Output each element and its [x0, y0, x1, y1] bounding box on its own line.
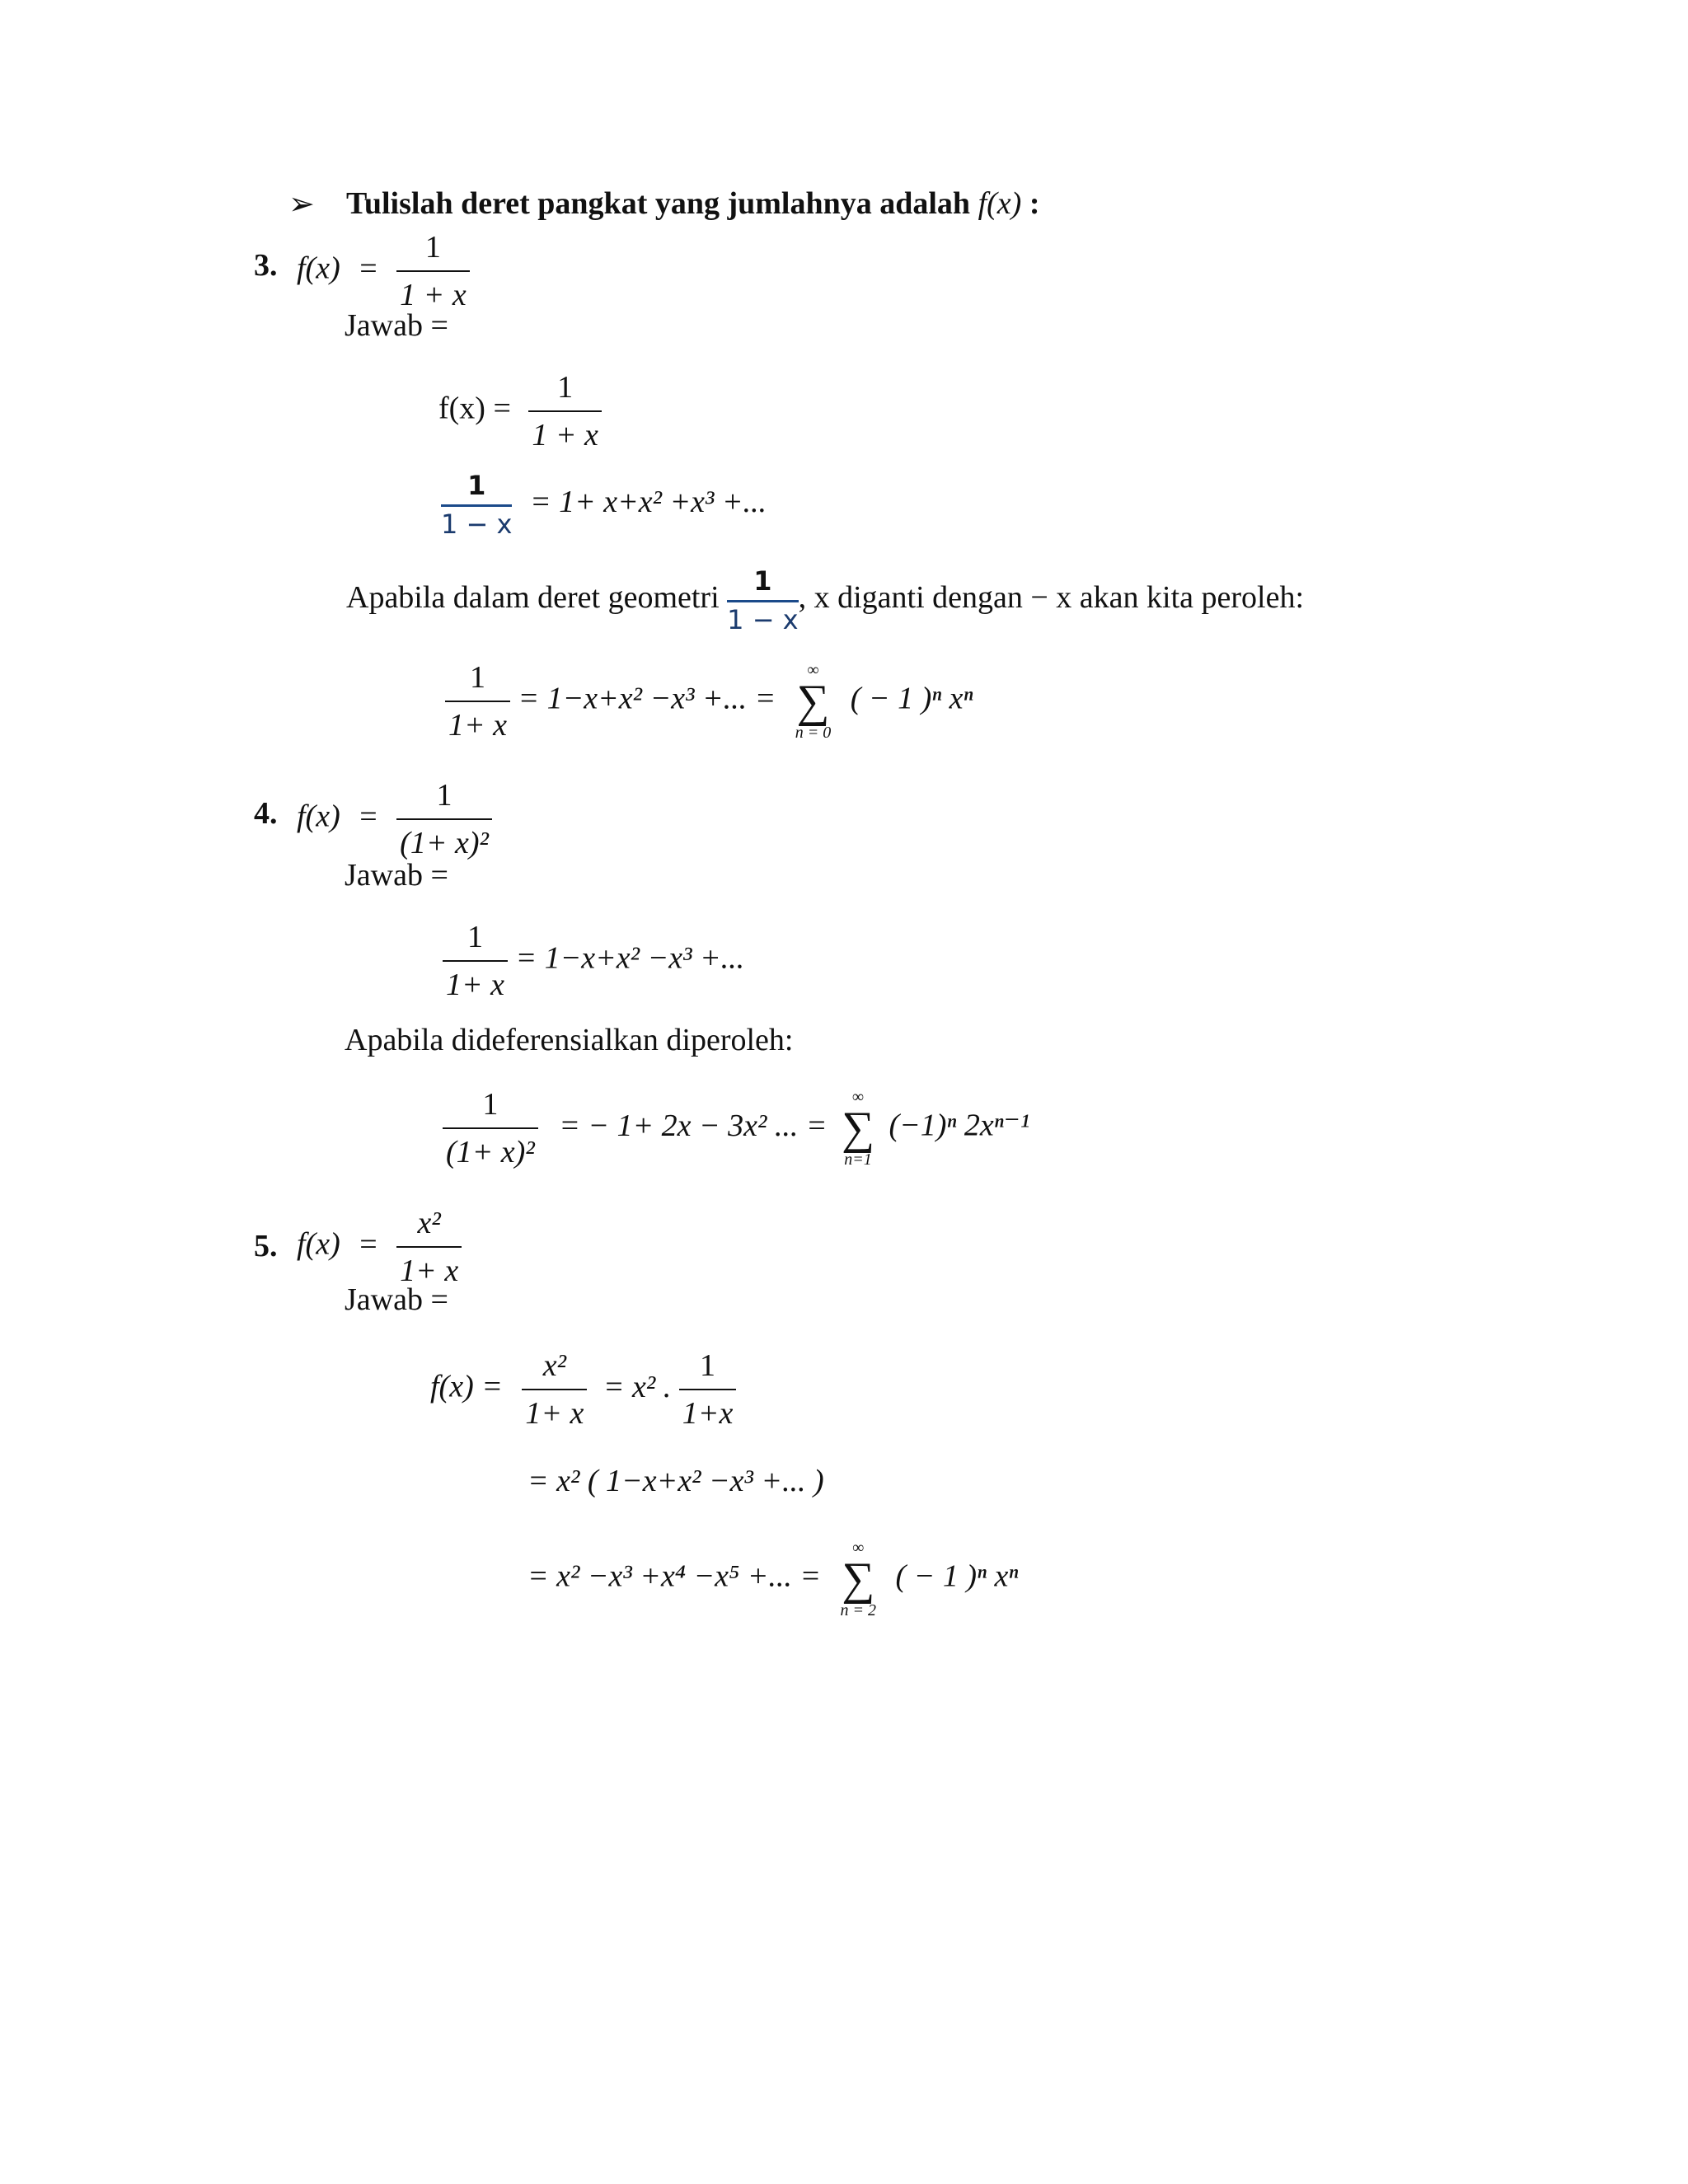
problem-3-apabila-fraction [727, 565, 798, 635]
problem-3-line-1-fraction [528, 369, 602, 453]
problem-4-number: 4. [254, 796, 278, 831]
problem-5-line-1 [430, 1347, 736, 1432]
problem-4-line-1-rhs: = 1−x+x² −x³ +... [515, 940, 745, 976]
heading-line [346, 185, 1039, 222]
problem-3-result-fraction [445, 659, 510, 743]
problem-4-sum-sub: n=1 [844, 1151, 872, 1169]
problem-4-result [443, 1086, 1029, 1170]
problem-3-apabila-a: Apabila dalam deret geometri [346, 580, 728, 616]
problem-4-apabila: Apabila dideferensialkan diperoleh: [345, 1023, 794, 1057]
problem-4-result-tail: (−1)ⁿ 2xⁿ⁻¹ [889, 1108, 1030, 1143]
problem-5-fraction [396, 1205, 462, 1289]
problem-5-line-1-den-2: 1+x [679, 1389, 737, 1432]
problem-3-line-1-num: 1 [557, 370, 574, 405]
problem-3-geometric-num: 1 [467, 470, 486, 501]
problem-5-line-3 [528, 1540, 1018, 1619]
problem-5-line-1-fraction-2 [679, 1347, 737, 1432]
problem-3-fraction-num: 1 [424, 230, 441, 265]
problem-4-statement [297, 777, 492, 861]
problem-5-sum-sup: ∞ [852, 1539, 865, 1557]
problem-4-line-1-num: 1 [467, 920, 483, 954]
problem-3-result-num: 1 [470, 660, 485, 695]
problem-5-line-1-mid: = x² . [603, 1369, 672, 1404]
problem-4-eq: = [359, 799, 377, 834]
problem-3-apabila [346, 565, 1304, 635]
problem-5-result-tail: ( − 1 )ⁿ xⁿ [895, 1558, 1019, 1594]
problem-3-result-den: 1+ x [445, 701, 510, 743]
problem-5-fx: f(x) [297, 1226, 340, 1262]
problem-3-sum-sup: ∞ [807, 661, 819, 679]
problem-4-line-1-den: 1+ x [443, 960, 508, 1003]
problem-3-apabila-num: 1 [753, 565, 772, 597]
problem-4-result-den: (1+ x)² [443, 1127, 538, 1170]
problem-3-geometric-rhs: = 1+ x+x² +x³ +... [529, 485, 767, 520]
problem-3-fx: f(x) [297, 251, 340, 286]
problem-5-line-1-den: 1+ x [522, 1389, 587, 1432]
problem-3-sum [795, 662, 832, 741]
problem-4-result-num: 1 [482, 1087, 499, 1122]
problem-4-fraction [396, 777, 492, 861]
problem-4-sum [842, 1089, 874, 1168]
problem-3-eq: = [359, 251, 377, 286]
problem-5-line-1-fraction [522, 1347, 587, 1432]
problem-3-number: 3. [254, 248, 278, 283]
heading-bullet: ➢ [288, 187, 315, 222]
problem-5-sum [841, 1540, 877, 1619]
heading-colon: : [1021, 186, 1040, 221]
problem-3-result-rhs: = 1−x+x² −x³ +... = [518, 681, 776, 716]
problem-4-result-rhs: = − 1+ 2x − 3x² ... = [559, 1108, 828, 1143]
problem-5-eq: = [359, 1226, 377, 1262]
problem-5-sum-sigma: ∑ [842, 1554, 875, 1605]
problem-4-fraction-den: (1+ x)² [396, 818, 492, 861]
problem-3-result [445, 659, 973, 743]
problem-4-sum-sigma: ∑ [842, 1103, 874, 1154]
problem-3-line-1-lhs: f(x) = [438, 391, 511, 426]
problem-3-statement [297, 229, 470, 313]
problem-5-line-1-num-2: 1 [700, 1348, 716, 1383]
heading-text: Tulislah deret pangkat yang jumlahnya adalah [346, 186, 978, 221]
heading-fx: f(x) [978, 186, 1022, 221]
problem-3-geometric-fraction [441, 470, 512, 540]
problem-4-fx: f(x) [297, 799, 340, 834]
problem-5-line-2: = x² ( 1−x+x² −x³ +... ) [528, 1464, 824, 1498]
problem-4-jawab: Jawab = [345, 858, 448, 893]
problem-4-sum-sup: ∞ [851, 1088, 865, 1106]
problem-5-line-1-lhs: f(x) = [430, 1369, 503, 1404]
problem-3-line-1 [438, 369, 602, 453]
problem-3-jawab: Jawab = [345, 308, 448, 343]
problem-3-apabila-den: 1 − x [727, 600, 798, 635]
problem-4-result-fraction [443, 1086, 538, 1170]
problem-5-line-1-num: x² [542, 1348, 567, 1383]
problem-5-jawab: Jawab = [345, 1282, 448, 1317]
problem-3-line-1-den: 1 + x [528, 410, 602, 453]
problem-5-sum-sub: n = 2 [840, 1601, 877, 1619]
problem-4-line-1 [443, 919, 744, 1003]
problem-3-apabila-b: , x diganti dengan − x akan kita peroleh: [798, 580, 1305, 616]
problem-5-fraction-num: x² [417, 1206, 441, 1240]
problem-3-fraction [396, 229, 470, 313]
problem-5-number: 5. [254, 1229, 278, 1263]
problem-5-statement [297, 1205, 462, 1289]
problem-3-result-tail: ( − 1 )ⁿ xⁿ [850, 681, 973, 716]
problem-3-geometric-series [441, 470, 767, 540]
problem-5-line-3-rhs: = x² −x³ +x⁴ −x⁵ +... = [528, 1558, 822, 1594]
problem-3-fraction-den: 1 + x [396, 270, 470, 313]
problem-5-fraction-den: 1+ x [396, 1246, 462, 1289]
problem-4-line-1-fraction [443, 919, 508, 1003]
problem-4-fraction-num: 1 [436, 778, 452, 813]
problem-3-sum-sigma: ∑ [796, 676, 830, 727]
problem-3-sum-sub: n = 0 [795, 724, 832, 742]
problem-3-geometric-den: 1 − x [441, 504, 512, 540]
